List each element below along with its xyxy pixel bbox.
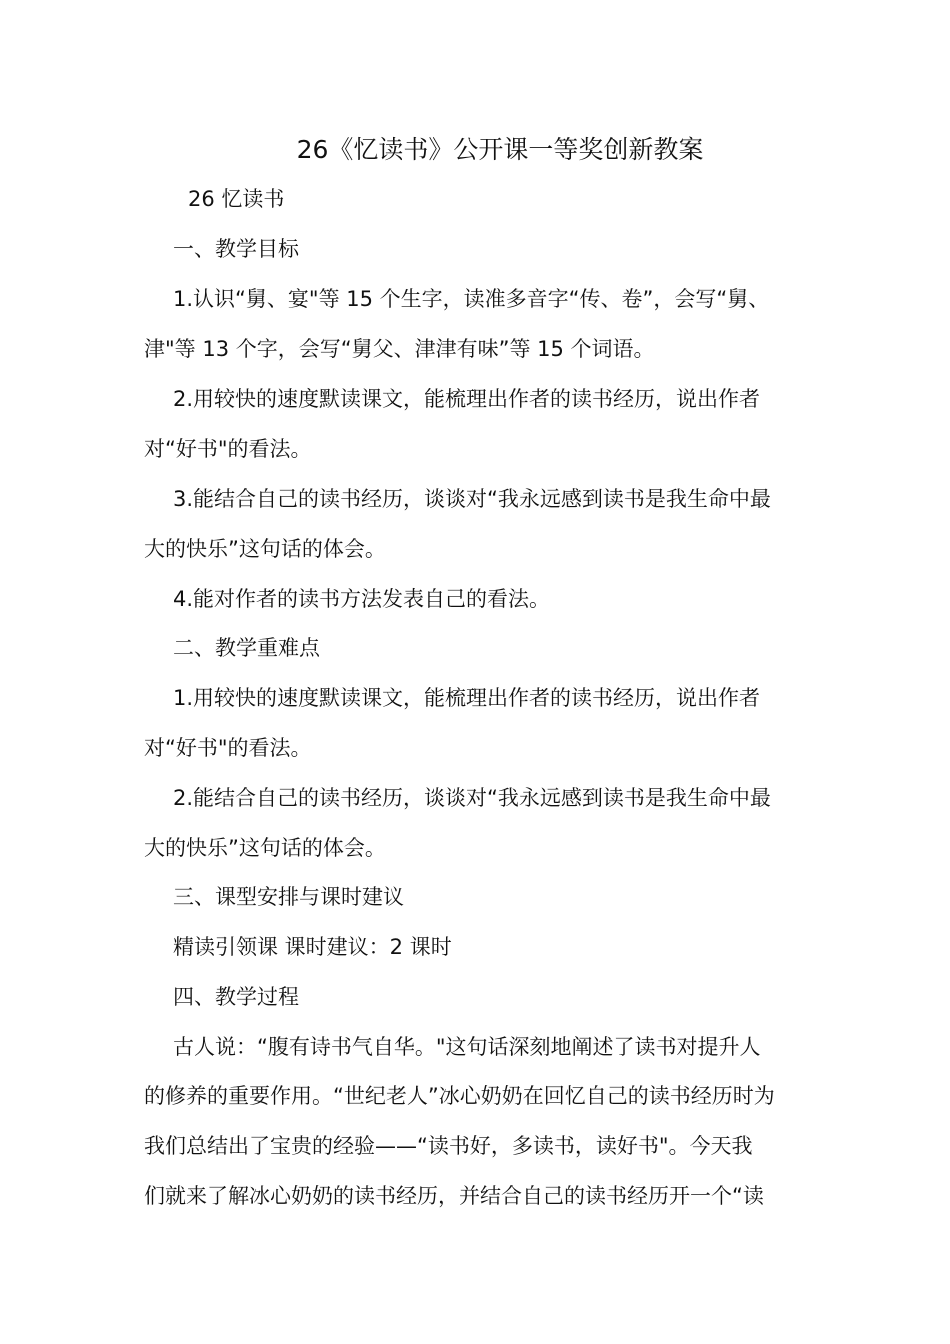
document-title: 26《忆读书》公开课一等奖创新教案 [296,135,704,164]
section-heading-key-points: 二、教学重难点 [173,636,320,660]
paragraph-line: 我们总结出了宝贵的经验——“读书好，多读书，读好书"。今天我 [144,1134,753,1158]
paragraph-line: 的修养的重要作用。“世纪老人”冰心奶奶在回忆自己的读书经历时为 [144,1084,775,1108]
paragraph-line: 1.认识“舅、宴"等 15 个生字，读准多音字“传、卷”，会写“舅、 [173,287,770,311]
paragraph-line: 1.用较快的速度默读课文，能梳理出作者的读书经历，说出作者 [173,686,761,710]
paragraph-line: 对“好书"的看法。 [144,437,312,461]
paragraph-line: 津"等 13 个字，会写“舅父、津津有味”等 15 个词语。 [144,337,655,361]
paragraph-line: 对“好书"的看法。 [144,736,312,760]
paragraph-line: 大的快乐”这句话的体会。 [144,537,386,561]
paragraph-line: 精读引领课 课时建议：2 课时 [173,935,452,959]
paragraph-line: 4.能对作者的读书方法发表自己的看法。 [173,587,551,611]
section-heading-process: 四、教学过程 [173,985,299,1009]
paragraph-line: 古人说：“腹有诗书气自华。"这句话深刻地阐述了读书对提升人 [173,1035,761,1059]
paragraph-line: 们就来了解冰心奶奶的读书经历，并结合自己的读书经历开一个“读 [144,1184,764,1208]
paragraph-line: 2.能结合自己的读书经历，谈谈对“我永远感到读书是我生命中最 [173,786,771,810]
paragraph-line: 3.能结合自己的读书经历，谈谈对“我永远感到读书是我生命中最 [173,487,771,511]
section-heading-course-type: 三、课型安排与课时建议 [173,885,404,909]
section-heading-objectives: 一、教学目标 [173,237,299,261]
paragraph-line: 2.用较快的速度默读课文，能梳理出作者的读书经历，说出作者 [173,387,761,411]
paragraph-line: 大的快乐”这句话的体会。 [144,836,386,860]
lesson-heading: 26 忆读书 [188,187,285,211]
